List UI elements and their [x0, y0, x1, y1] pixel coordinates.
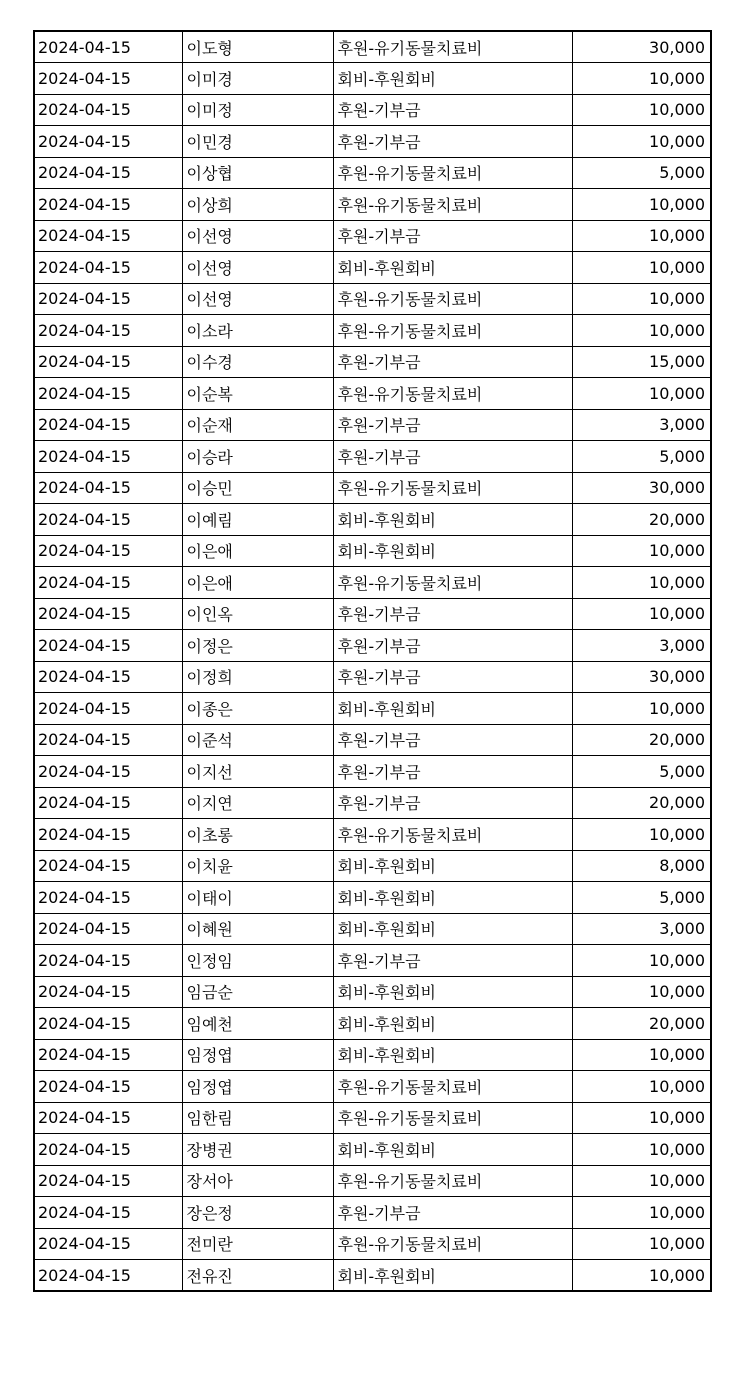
date-cell: 2024-04-15: [34, 913, 182, 945]
amount-cell: 20,000: [572, 787, 711, 819]
amount-cell: 5,000: [572, 756, 711, 788]
date-cell: 2024-04-15: [34, 252, 182, 284]
category-cell: 후원-유기동물치료비: [333, 819, 572, 851]
amount-cell: 10,000: [572, 220, 711, 252]
category-cell: 후원-유기동물치료비: [333, 567, 572, 599]
donor-name-cell: 이민경: [182, 126, 333, 158]
table-row: [34, 409, 711, 441]
table-row: [34, 787, 711, 819]
amount-cell: 30,000: [572, 661, 711, 693]
category-cell: 후원-유기동물치료비: [333, 189, 572, 221]
amount-cell: 10,000: [572, 189, 711, 221]
table-row: [34, 472, 711, 504]
table-row: [34, 945, 711, 977]
amount-cell: 5,000: [572, 441, 711, 473]
table-row: [34, 976, 711, 1008]
amount-cell: 10,000: [572, 283, 711, 315]
table-row: [34, 346, 711, 378]
table-row: [34, 441, 711, 473]
category-cell: 회비-후원회비: [333, 1134, 572, 1166]
date-cell: 2024-04-15: [34, 472, 182, 504]
table-row: [34, 1165, 711, 1197]
category-cell: 회비-후원회비: [333, 976, 572, 1008]
table-row: [34, 157, 711, 189]
category-cell: 후원-기부금: [333, 409, 572, 441]
donor-name-cell: 이승민: [182, 472, 333, 504]
date-cell: 2024-04-15: [34, 1039, 182, 1071]
donor-name-cell: 이지선: [182, 756, 333, 788]
category-cell: 회비-후원회비: [333, 1039, 572, 1071]
donor-name-cell: 이태이: [182, 882, 333, 914]
date-cell: 2024-04-15: [34, 756, 182, 788]
amount-cell: 10,000: [572, 126, 711, 158]
donor-name-cell: 임금순: [182, 976, 333, 1008]
table-row: [34, 724, 711, 756]
table-row: [34, 693, 711, 725]
amount-cell: 3,000: [572, 913, 711, 945]
date-cell: 2024-04-15: [34, 693, 182, 725]
table-row: [34, 220, 711, 252]
table-row: [34, 283, 711, 315]
category-cell: 후원-유기동물치료비: [333, 1165, 572, 1197]
donor-name-cell: 장은정: [182, 1197, 333, 1229]
date-cell: 2024-04-15: [34, 504, 182, 536]
donor-name-cell: 이순재: [182, 409, 333, 441]
date-cell: 2024-04-15: [34, 189, 182, 221]
date-cell: 2024-04-15: [34, 63, 182, 95]
donor-name-cell: 이선영: [182, 220, 333, 252]
donor-name-cell: 인정임: [182, 945, 333, 977]
category-cell: 후원-기부금: [333, 661, 572, 693]
table-row: [34, 94, 711, 126]
category-cell: 회비-후원회비: [333, 63, 572, 95]
category-cell: 회비-후원회비: [333, 882, 572, 914]
date-cell: 2024-04-15: [34, 1008, 182, 1040]
donor-name-cell: 이수경: [182, 346, 333, 378]
category-cell: 후원-유기동물치료비: [333, 1228, 572, 1260]
date-cell: 2024-04-15: [34, 724, 182, 756]
donor-name-cell: 임정엽: [182, 1039, 333, 1071]
amount-cell: 10,000: [572, 252, 711, 284]
donor-name-cell: 이상희: [182, 189, 333, 221]
date-cell: 2024-04-15: [34, 315, 182, 347]
donor-name-cell: 임한림: [182, 1102, 333, 1134]
category-cell: 후원-유기동물치료비: [333, 315, 572, 347]
date-cell: 2024-04-15: [34, 1134, 182, 1166]
amount-cell: 5,000: [572, 882, 711, 914]
amount-cell: 15,000: [572, 346, 711, 378]
category-cell: 후원-기부금: [333, 1197, 572, 1229]
donor-name-cell: 이순복: [182, 378, 333, 410]
donor-name-cell: 이예림: [182, 504, 333, 536]
donor-name-cell: 이인옥: [182, 598, 333, 630]
date-cell: 2024-04-15: [34, 157, 182, 189]
category-cell: 후원-유기동물치료비: [333, 283, 572, 315]
amount-cell: 10,000: [572, 1197, 711, 1229]
amount-cell: 10,000: [572, 976, 711, 1008]
date-cell: 2024-04-15: [34, 378, 182, 410]
donor-name-cell: 이소라: [182, 315, 333, 347]
ledger-body: [34, 31, 711, 1291]
date-cell: 2024-04-15: [34, 850, 182, 882]
category-cell: 후원-기부금: [333, 724, 572, 756]
category-cell: 회비-후원회비: [333, 252, 572, 284]
date-cell: 2024-04-15: [34, 94, 182, 126]
amount-cell: 10,000: [572, 1260, 711, 1292]
table-row: [34, 630, 711, 662]
table-row: [34, 1102, 711, 1134]
table-row: [34, 189, 711, 221]
date-cell: 2024-04-15: [34, 31, 182, 63]
category-cell: 회비-후원회비: [333, 1008, 572, 1040]
donation-ledger-table: [33, 30, 712, 1292]
category-cell: 회비-후원회비: [333, 535, 572, 567]
date-cell: 2024-04-15: [34, 220, 182, 252]
amount-cell: 10,000: [572, 63, 711, 95]
donor-name-cell: 이치윤: [182, 850, 333, 882]
category-cell: 후원-기부금: [333, 787, 572, 819]
amount-cell: 10,000: [572, 378, 711, 410]
category-cell: 후원-유기동물치료비: [333, 157, 572, 189]
amount-cell: 10,000: [572, 535, 711, 567]
donor-name-cell: 임정엽: [182, 1071, 333, 1103]
donor-name-cell: 이정희: [182, 661, 333, 693]
date-cell: 2024-04-15: [34, 1071, 182, 1103]
table-row: [34, 598, 711, 630]
amount-cell: 10,000: [572, 1039, 711, 1071]
table-row: [34, 882, 711, 914]
amount-cell: 30,000: [572, 31, 711, 63]
donor-name-cell: 이도형: [182, 31, 333, 63]
amount-cell: 10,000: [572, 94, 711, 126]
donor-name-cell: 이상협: [182, 157, 333, 189]
category-cell: 회비-후원회비: [333, 504, 572, 536]
table-row: [34, 1197, 711, 1229]
date-cell: 2024-04-15: [34, 1228, 182, 1260]
donor-name-cell: 이종은: [182, 693, 333, 725]
donor-name-cell: 전미란: [182, 1228, 333, 1260]
amount-cell: 10,000: [572, 819, 711, 851]
donor-name-cell: 이선영: [182, 252, 333, 284]
table-row: [34, 378, 711, 410]
amount-cell: 5,000: [572, 157, 711, 189]
category-cell: 회비-후원회비: [333, 850, 572, 882]
table-row: [34, 535, 711, 567]
date-cell: 2024-04-15: [34, 441, 182, 473]
table-row: [34, 31, 711, 63]
category-cell: 후원-기부금: [333, 346, 572, 378]
amount-cell: 10,000: [572, 1165, 711, 1197]
amount-cell: 10,000: [572, 1071, 711, 1103]
date-cell: 2024-04-15: [34, 409, 182, 441]
date-cell: 2024-04-15: [34, 976, 182, 1008]
date-cell: 2024-04-15: [34, 1102, 182, 1134]
date-cell: 2024-04-15: [34, 661, 182, 693]
category-cell: 회비-후원회비: [333, 1260, 572, 1292]
category-cell: 후원-기부금: [333, 126, 572, 158]
date-cell: 2024-04-15: [34, 567, 182, 599]
category-cell: 회비-후원회비: [333, 693, 572, 725]
donor-name-cell: 이초롱: [182, 819, 333, 851]
donor-name-cell: 이혜원: [182, 913, 333, 945]
table-row: [34, 1071, 711, 1103]
date-cell: 2024-04-15: [34, 346, 182, 378]
table-row: [34, 126, 711, 158]
table-row: [34, 661, 711, 693]
category-cell: 후원-기부금: [333, 756, 572, 788]
amount-cell: 10,000: [572, 598, 711, 630]
date-cell: 2024-04-15: [34, 1260, 182, 1292]
donor-name-cell: 전유진: [182, 1260, 333, 1292]
category-cell: 후원-기부금: [333, 441, 572, 473]
amount-cell: 3,000: [572, 409, 711, 441]
date-cell: 2024-04-15: [34, 598, 182, 630]
date-cell: 2024-04-15: [34, 535, 182, 567]
date-cell: 2024-04-15: [34, 819, 182, 851]
category-cell: 후원-유기동물치료비: [333, 472, 572, 504]
amount-cell: 20,000: [572, 724, 711, 756]
table-row: [34, 252, 711, 284]
amount-cell: 10,000: [572, 567, 711, 599]
amount-cell: 30,000: [572, 472, 711, 504]
category-cell: 후원-기부금: [333, 94, 572, 126]
table-row: [34, 567, 711, 599]
date-cell: 2024-04-15: [34, 630, 182, 662]
table-row: [34, 756, 711, 788]
donor-name-cell: 장서아: [182, 1165, 333, 1197]
table-row: [34, 850, 711, 882]
table-row: [34, 504, 711, 536]
category-cell: 회비-후원회비: [333, 913, 572, 945]
date-cell: 2024-04-15: [34, 1165, 182, 1197]
category-cell: 후원-유기동물치료비: [333, 378, 572, 410]
date-cell: 2024-04-15: [34, 283, 182, 315]
donor-name-cell: 이은애: [182, 535, 333, 567]
table-row: [34, 1039, 711, 1071]
category-cell: 후원-기부금: [333, 220, 572, 252]
table-row: [34, 819, 711, 851]
amount-cell: 10,000: [572, 945, 711, 977]
donor-name-cell: 이승라: [182, 441, 333, 473]
amount-cell: 10,000: [572, 693, 711, 725]
donor-name-cell: 이미경: [182, 63, 333, 95]
amount-cell: 3,000: [572, 630, 711, 662]
donor-name-cell: 이정은: [182, 630, 333, 662]
date-cell: 2024-04-15: [34, 945, 182, 977]
amount-cell: 10,000: [572, 1228, 711, 1260]
donor-name-cell: 장병권: [182, 1134, 333, 1166]
table-row: [34, 315, 711, 347]
donor-name-cell: 이은애: [182, 567, 333, 599]
donor-name-cell: 이선영: [182, 283, 333, 315]
date-cell: 2024-04-15: [34, 126, 182, 158]
table-row: [34, 63, 711, 95]
amount-cell: 20,000: [572, 504, 711, 536]
category-cell: 후원-기부금: [333, 945, 572, 977]
amount-cell: 8,000: [572, 850, 711, 882]
date-cell: 2024-04-15: [34, 787, 182, 819]
donor-name-cell: 임예천: [182, 1008, 333, 1040]
category-cell: 후원-기부금: [333, 630, 572, 662]
category-cell: 후원-기부금: [333, 598, 572, 630]
table-row: [34, 1134, 711, 1166]
category-cell: 후원-유기동물치료비: [333, 31, 572, 63]
date-cell: 2024-04-15: [34, 882, 182, 914]
donor-name-cell: 이준석: [182, 724, 333, 756]
table-row: [34, 913, 711, 945]
category-cell: 후원-유기동물치료비: [333, 1071, 572, 1103]
table-row: [34, 1008, 711, 1040]
amount-cell: 10,000: [572, 315, 711, 347]
amount-cell: 10,000: [572, 1102, 711, 1134]
date-cell: 2024-04-15: [34, 1197, 182, 1229]
table-row: [34, 1260, 711, 1292]
donor-name-cell: 이미정: [182, 94, 333, 126]
table-row: [34, 1228, 711, 1260]
category-cell: 후원-유기동물치료비: [333, 1102, 572, 1134]
donor-name-cell: 이지연: [182, 787, 333, 819]
amount-cell: 20,000: [572, 1008, 711, 1040]
amount-cell: 10,000: [572, 1134, 711, 1166]
